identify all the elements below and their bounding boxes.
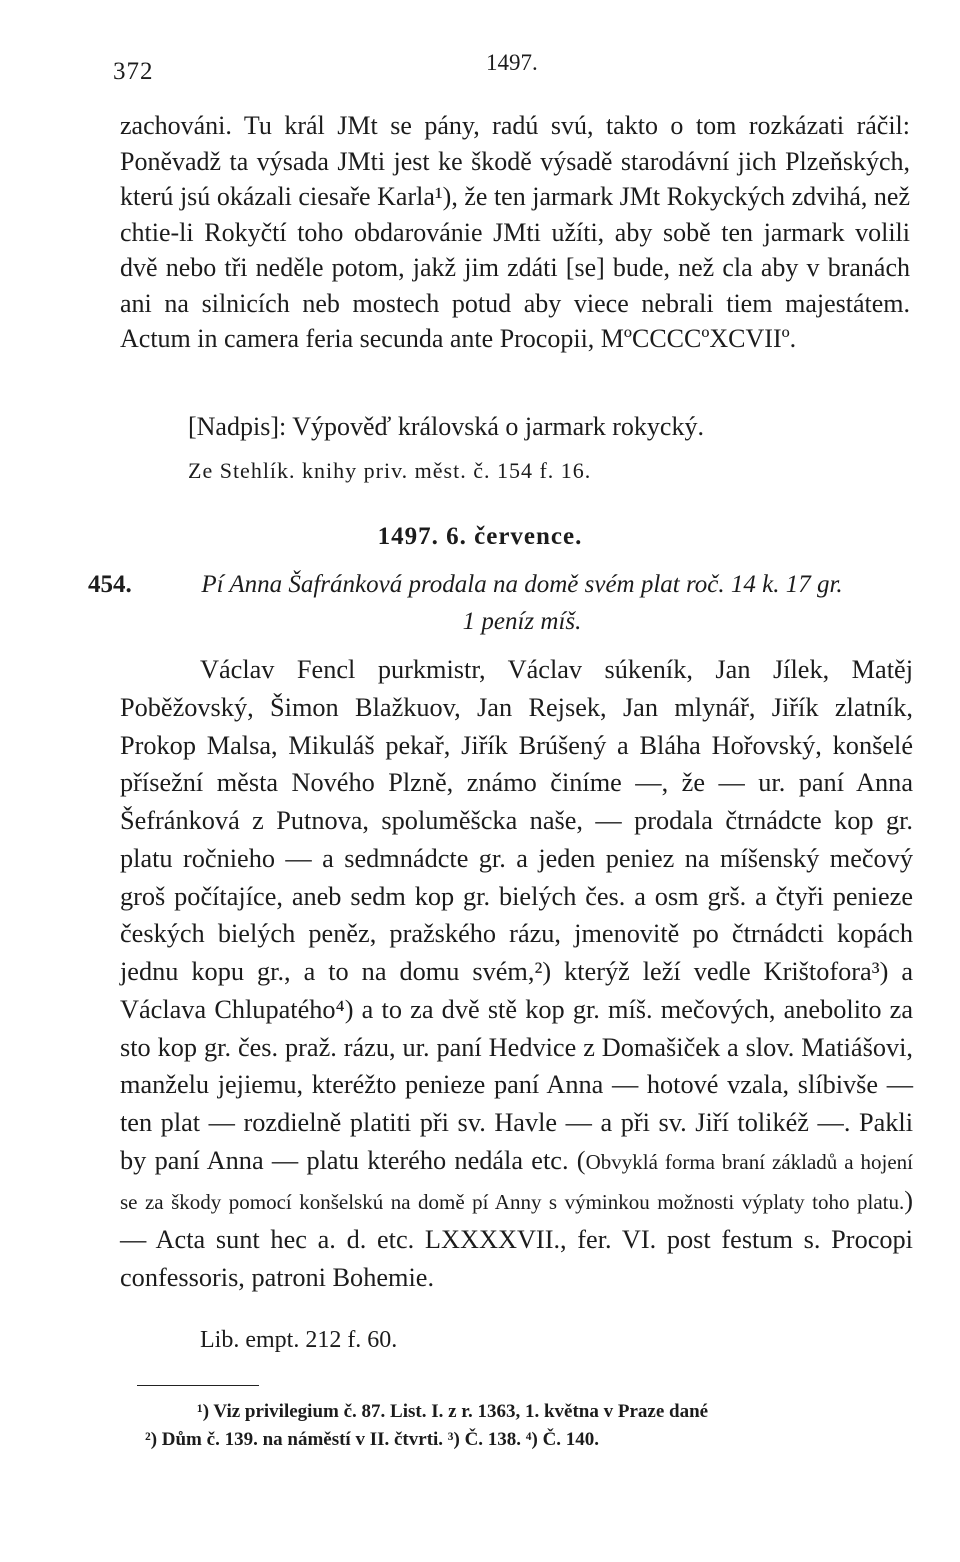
- page-header: [0, 50, 960, 90]
- entry-body: [120, 651, 913, 1297]
- entry-body-closing: ) — Acta sunt hec a. d. etc. LXXXXVII., fer. VI. post festum s. Procopi confessoris, patroni Bohemie.: [120, 1185, 913, 1292]
- entry-number: 454.: [88, 571, 132, 598]
- footnote-divider: [137, 1385, 259, 1386]
- entry-body-paragraph: [120, 651, 913, 1297]
- nadpis-line: [Nadpis]: Výpověď královská o jarmark rokycký.: [188, 412, 704, 441]
- entry-body-text: Václav Fencl purkmistr, Václav súkeník, Jan Jílek, Matěj Poběžovský, Šimon Blažkuov, Jan Rejsek, Jan mlynář, Jiřík zlatník, Prokop Malsa, Mikuláš pekař, Jiřík Brúšený a Bláha Hořovský, konšelé přísežní města Nového Plzně, známo činíme —, že — ur. paní Anna Šefránková z Putnova, spoluměšcka naše, — prodala čtrnádcte kop gr. platu ročnieho — a sedmnádcte gr. a jeden peniez na míšenský mečový groš počítajíce, aneb sedm kop gr. bielých čes. a osm grš. a čtyři penieze českých bielých peněz, pražského rázu, jmenovitě po čtrnádcti kopách jednu kopu gr., a to na domu svém,²) kterýž leží vedle Krištofora³) a Václava Chlupatého⁴) a to za dvě stě kop gr. míš. mečových, anebolito za sto kop gr. čes. praž. rázu, ur. paní Hedvice z Domašiček a slov. Matiášovi, manželu jejiemu, kteréžto penieze paní Anna — hotové vzala, slíbivše — ten plat — rozdielně platiti při sv. Havle — a při sv. Jiří tolikéž —. Pakli by paní Anna — platu kterého nedála etc. (: [120, 655, 913, 1175]
- entry-title-line: Pí Anna Šafránková prodala na domě svém plat roč. 14 k. 17 gr.: [201, 571, 843, 598]
- entry-title-line: 1 peníz míš.: [462, 608, 582, 635]
- previous-entry-source: Ze Stehlík. knihy priv. měst. č. 154 f. 16.: [188, 458, 592, 483]
- footnote-2-4: ²) Dům č. 139. na náměstí v II. čtvrti. ³) Č. 138. ⁴) Č. 140.: [145, 1429, 600, 1450]
- running-head-year: 1497.: [486, 50, 538, 75]
- entry-date-heading: 1497. 6. července.: [377, 523, 583, 550]
- entry-title: [132, 566, 912, 640]
- footnote-1: ¹) Viz privilegium č. 87. List. I. z r. 1363, 1. května v Praze dané: [197, 1401, 709, 1422]
- previous-entry-text: [120, 108, 910, 357]
- footnotes: [145, 1398, 925, 1454]
- editor-note: Obvyklá forma braní základů a hojení se za škody pomocí konšelskú na domě pí Anny s výminkou možnosti výplaty toho platu.: [120, 1149, 913, 1214]
- previous-entry-paragraph: zachováni. Tu král JMt se pány, radú svú, takto o tom rozkázati ráčil: Poněvadž ta výsada JMti jest ke škodě výsadě starodávní jich Plzeňských, kterú jsú okázali ciesaře Karla¹), že ten jarmark JMt Rokyckých zdvihá, než chtie-li Rokyčtí toho obdarovánie JMti užíti, aby sobě ten jarmark volili dvě nebo tři neděle potom, jakž jim zdáti [se] bude, než cla aby v branách ani na silnicích neb mostech potud aby viece nebrali tiem majestátem. Actum in camera feria secunda ante Procopii, MºCCCCºXCVIIº.: [120, 111, 910, 353]
- page-number: 372: [113, 58, 154, 85]
- entry-source: Lib. empt. 212 f. 60.: [200, 1327, 398, 1353]
